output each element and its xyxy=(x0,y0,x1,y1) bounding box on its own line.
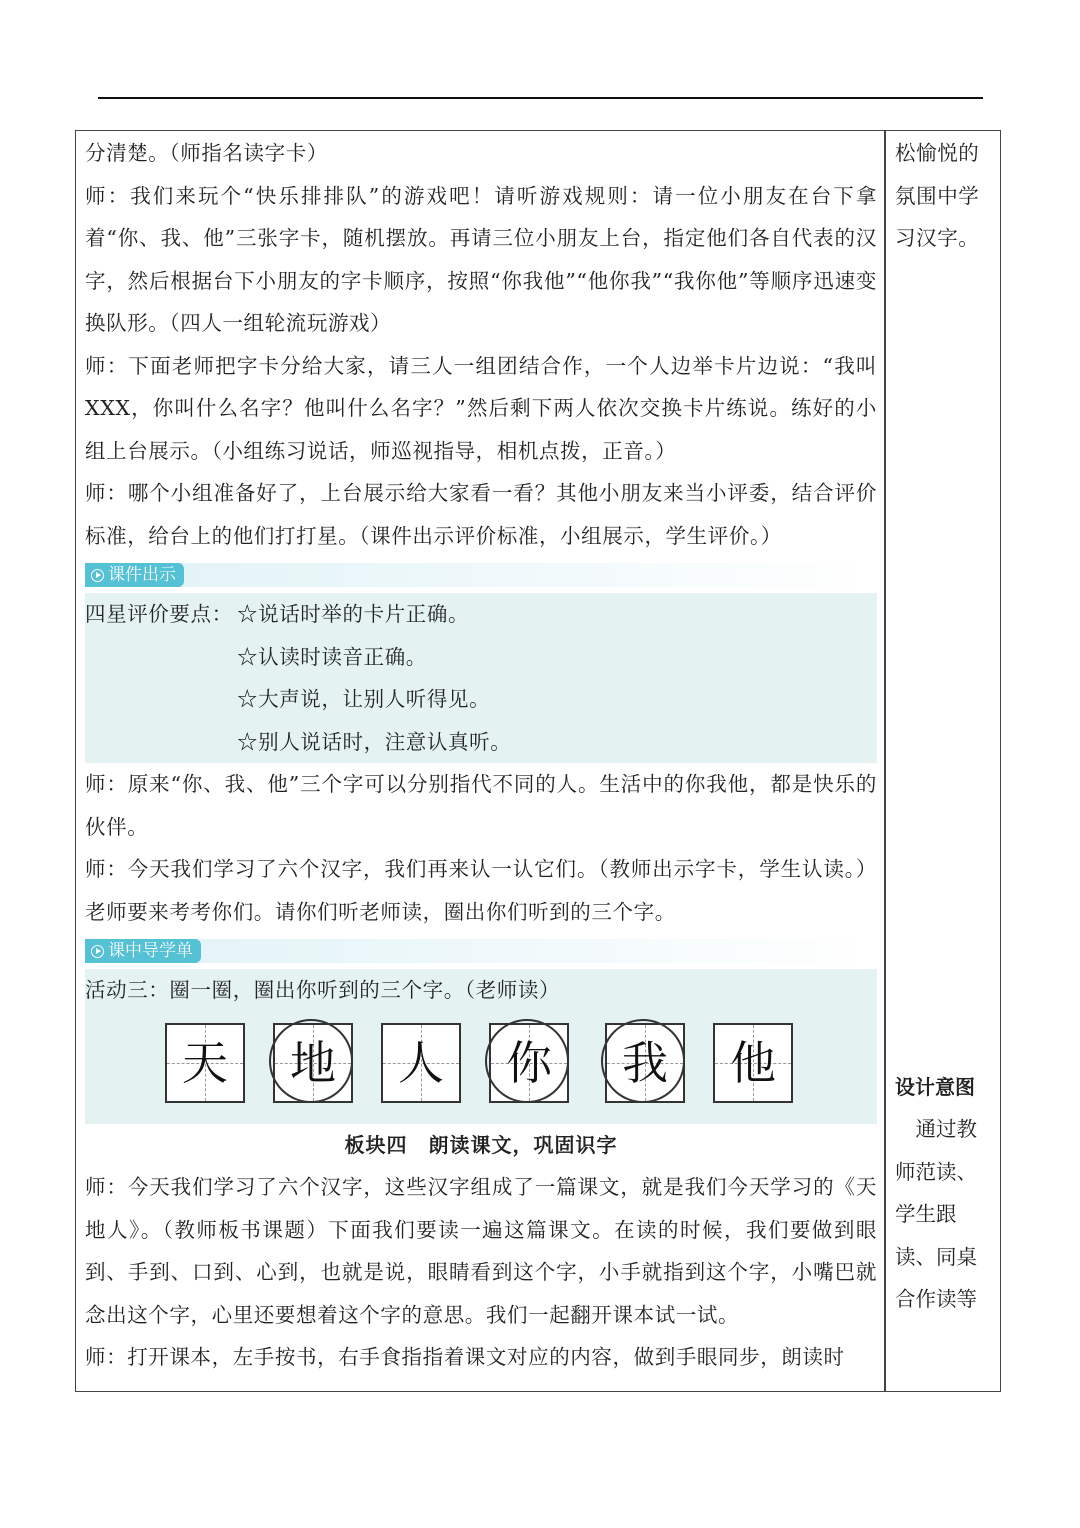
paragraph: 师：哪个小组准备好了，上台展示给大家看一看？其他小朋友来当小评委，结合评价标准，给台上的他们打打星。（课件出示评价标准，小组展示，学生评价。） xyxy=(85,481,877,548)
side-column xyxy=(895,132,995,260)
criteria-row xyxy=(85,593,877,636)
paragraph: 师：今天我们学习了六个汉字，我们再来认一认它们。（教师出示字卡，学生认读。）老师要来考考你们。请你们听老师读，圈出你们听到的三个字。 xyxy=(85,857,877,924)
banner-label: 课中导学单 xyxy=(108,941,193,961)
character: 人 xyxy=(398,1036,444,1090)
design-intent-text: 通过教师范读、学生跟读、同桌合作读等 xyxy=(895,1117,977,1311)
criteria-box xyxy=(85,593,877,763)
paragraph: 师：打开课本，左手按书，右手食指指着课文对应的内容，做到手眼同步，朗读时 xyxy=(85,1345,845,1369)
character: 他 xyxy=(730,1036,776,1090)
criteria-label: 四星评价要点： xyxy=(85,602,233,626)
criteria-indent xyxy=(85,636,237,679)
paragraph: 师：下面老师把字卡分给大家，请三人一组团结合作，一个人边举卡片边说：“我叫XXX，你叫什么名字？他叫什么名字？”然后剩下两人依次交换卡片练说。练好的小组上台展示。（小组练习说话，师巡视指导，相机点拨，正音。） xyxy=(85,353,877,463)
design-intent-heading: 设计意图 xyxy=(895,1075,975,1099)
section-title: 板块四 朗读课文，巩固识字 xyxy=(344,1133,618,1157)
activity-title: 活动三：圈一圈，圈出你听到的三个字。（老师读） xyxy=(85,978,561,1002)
criteria-indent xyxy=(85,721,237,764)
side-note: 松愉悦的氛围中学习汉字。 xyxy=(895,141,980,250)
play-icon xyxy=(91,945,104,958)
activity-box xyxy=(85,969,877,1124)
character-card xyxy=(165,1023,245,1103)
header-rule xyxy=(98,97,983,99)
character: 地 xyxy=(290,1036,336,1090)
paragraph: 师：今天我们学习了六个汉字，这些汉字组成了一篇课文，就是我们今天学习的《天地人》。（教师板书课题）下面我们要读一遍这篇课文。在读的时候，我们要做到眼到、手到、口到、心到，也就是说，眼睛看到这个字，小手就指到这个字，小嘴巴就念出这个字，心里还要想着这个字的意思。我们一起翻开课本试一试。 xyxy=(85,1175,877,1327)
banner-tag xyxy=(85,563,184,587)
banner-tag xyxy=(85,939,201,963)
answer-circle xyxy=(601,1019,685,1103)
criteria-row xyxy=(85,721,877,764)
banner-label: 课件出示 xyxy=(108,565,176,585)
answer-circle xyxy=(269,1019,353,1103)
courseware-banner xyxy=(85,563,877,587)
criteria-indent xyxy=(85,678,237,721)
criteria-item: ☆认读时读音正确。 xyxy=(237,644,427,669)
character: 我 xyxy=(622,1036,668,1090)
criteria-item: ☆别人说话时，注意认真听。 xyxy=(237,729,512,754)
play-icon xyxy=(91,569,104,582)
character: 你 xyxy=(506,1036,552,1090)
worksheet-banner xyxy=(85,939,877,963)
character-card xyxy=(713,1023,793,1103)
character: 天 xyxy=(182,1036,228,1090)
paragraph: 分清楚。（师指名读字卡） xyxy=(85,141,328,165)
character-card xyxy=(381,1023,461,1103)
criteria-item: ☆说话时举的卡片正确。 xyxy=(237,602,470,626)
main-column xyxy=(85,132,877,1379)
answer-circle xyxy=(485,1019,569,1103)
criteria-item: ☆大声说，让别人听得见。 xyxy=(237,687,491,711)
criteria-row xyxy=(85,678,877,721)
character-cards xyxy=(165,1023,805,1107)
criteria-row xyxy=(85,636,877,679)
paragraph: 师：我们来玩个“快乐排排队”的游戏吧！请听游戏规则：请一位小朋友在台下拿着“你、我、他”三张字卡，随机摆放。再请三位小朋友上台，指定他们各自代表的汉字，然后根据台下小朋友的字卡顺序，按照“你我他”“他你我”“我你他”等顺序迅速变换队形。（四人一组轮流玩游戏） xyxy=(85,183,877,335)
column-divider xyxy=(884,130,886,1392)
paragraph: 师：原来“你、我、他”三个字可以分别指代不同的人。生活中的你我他，都是快乐的伙伴。 xyxy=(85,772,877,839)
